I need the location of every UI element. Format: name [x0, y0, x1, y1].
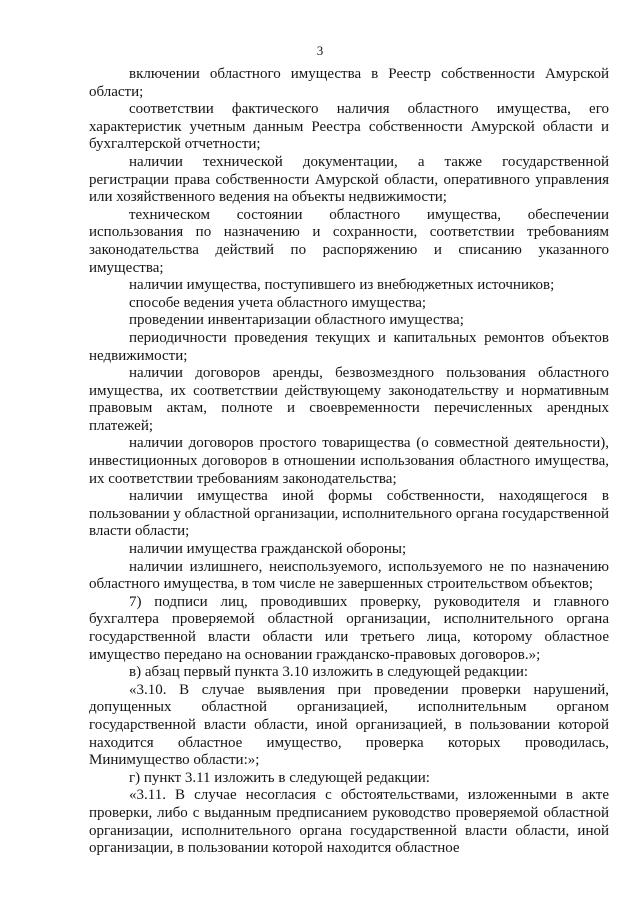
paragraph-inventory: проведении инвентаризации областного имущества;: [129, 312, 464, 329]
paragraph-clause-3-11: «3.11. В случае несогласия с обстоятельствами, изложенными в акте проверки, либо с выданным предписанием руководство проверяемой областной организации, исполнительного органа государственной власти области, иной организации, в пользовании которой находится областное: [89, 787, 609, 857]
paragraph-actual-presence: соответствии фактического наличия областного имущества, его характеристик учетным данным Реестра собственности Амурской области и бухгалтерской отчетности;: [89, 101, 609, 153]
page-number: 3: [316, 43, 324, 58]
paragraph-repairs-frequency: периодичности проведения текущих и капитальных ремонтов объектов недвижимости;: [89, 329, 609, 364]
document-body: [89, 66, 609, 858]
paragraph-surplus-property: наличии излишнего, неиспользуемого, используемого не по назначению областного имущества, в том числе не завершенных строительством объектов;: [89, 558, 609, 593]
paragraph-other-ownership: наличии имущества иной формы собственности, находящегося в пользовании у областной организации, исполнительного органа государственной власти области;: [89, 488, 609, 540]
paragraph-accounting-method: способе ведения учета областного имущества;: [129, 294, 427, 311]
paragraph-clause-3-10: «3.10. В случае выявления при проведении проверки нарушений, допущенных областной организацией, исполнительным органом государственной власти области, иной организацией, в пользовании которой находится областное имущество, проверка которых проводилась, Минимущество области:»;: [89, 681, 609, 769]
paragraph-technical-documentation: наличии технической документации, а также государственной регистрации права собственности Амурской области, оперативного управления или хозяйственного ведения на объекты недвижимости;: [89, 153, 609, 206]
paragraph-extrabudgetary-property: наличии имущества, поступившего из внебюджетных источников;: [129, 277, 555, 294]
paragraph-lease-agreements: наличии договоров аренды, безвозмездного пользования областного имущества, их соответствии действующему законодательству и нормативным правовым актам, полноте и своевременности перечисленных арендных платежей;: [89, 365, 609, 434]
paragraph-amendment-3-11-intro: г) пункт 3.11 изложить в следующей редакции:: [129, 769, 430, 786]
paragraph-signatures: 7) подписи лиц, проводивших проверку, руководителя и главного бухгалтера проверяемой областной организации, исполнительного органа государственной власти области или третьего лица, которому областное имущество передано на основании гражданско-правовых договоров.»;: [89, 593, 609, 663]
paragraph-civil-defense: наличии имущества гражданской обороны;: [129, 541, 407, 558]
paragraph-partnership-agreements: наличии договоров простого товарищества (о совместной деятельности), инвестиционных договоров в отношении использования областного имущества, их соответствии требованиям законодательства;: [89, 435, 609, 487]
paragraph-amendment-3-10-intro: в) абзац первый пункта 3.10 изложить в следующей редакции:: [129, 664, 529, 681]
paragraph-technical-condition: техническом состоянии областного имущества, обеспечении использования по назначению и сохранности, соответствии требованиям законодательства действий по распоряжению и списанию указанного имущества;: [89, 206, 609, 276]
paragraph-register-inclusion: включении областного имущества в Реестр собственности Амурской области;: [89, 66, 609, 100]
